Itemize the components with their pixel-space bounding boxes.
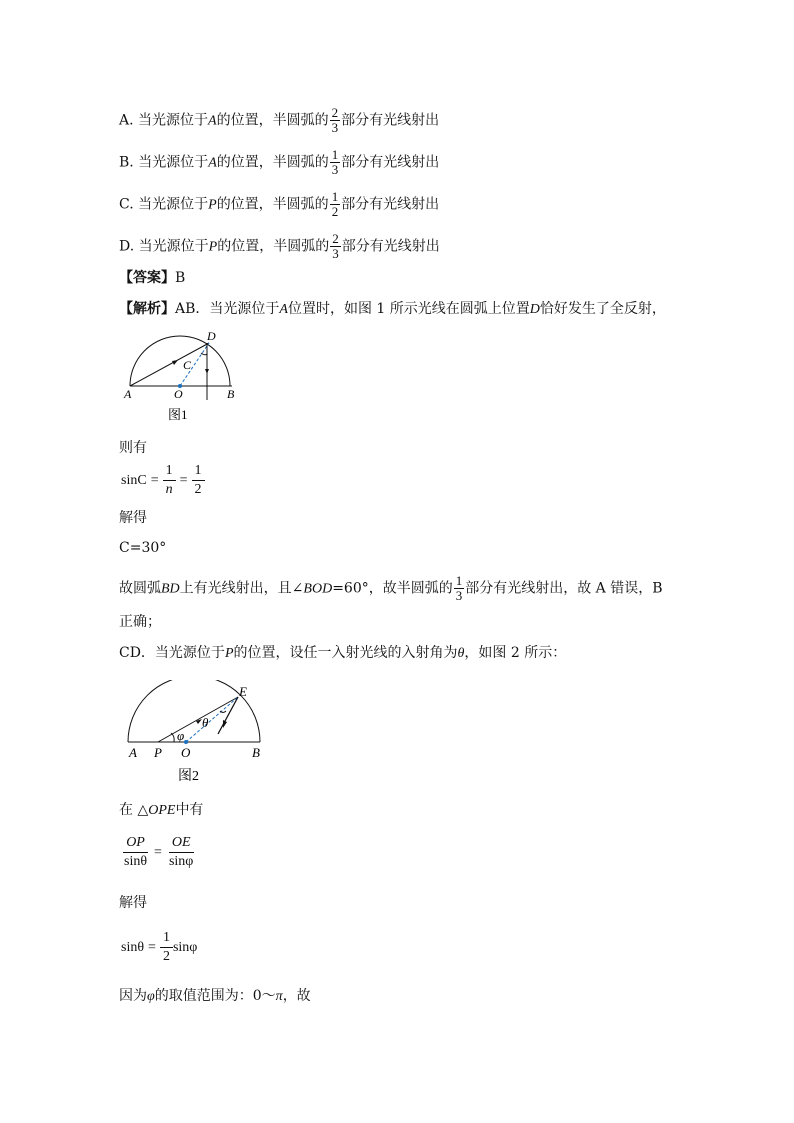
fig2-label-p: P — [154, 745, 162, 760]
fig2-label-theta: θ — [202, 715, 209, 730]
fig1-label-a: A — [124, 387, 132, 401]
analysis-line-2: 故圆弧BD上有光线射出，且∠BOD=60°，故半圆弧的 $\frac{1}{3}$ 部分有光线射出，故 A 错误，B — [119, 573, 663, 603]
fig1-caption: 图1 — [168, 407, 188, 422]
fig1-label-o: O — [174, 387, 183, 401]
analysis-line-1: 【解析】AB．当光源位于A位置时，如图 1 所示光线在圆弧上位置D恰好发生了全反射， — [119, 301, 666, 317]
figure-2-diagram — [120, 680, 270, 790]
fraction: $\frac{1}{3}$ — [331, 147, 339, 177]
analysis-line-6: 因为φ的取值范围为：0～π，故 — [119, 988, 311, 1004]
equation-3: sinθ = $\frac{1}{2}$ sinφ — [121, 930, 198, 964]
fig2-caption: 图2 — [178, 769, 199, 784]
fig2-label-phi: φ — [177, 728, 185, 743]
fig1-label-d: D — [207, 329, 216, 343]
fraction: $\frac{2}{3}$ — [331, 105, 339, 135]
fig1-label-c: C — [183, 358, 192, 372]
fraction: $\frac{1}{3}$ — [455, 573, 463, 603]
result-1: C=30° — [119, 540, 167, 556]
option-b: B. 当光源位于A的位置，半圆弧的 $\frac{1}{3}$ 部分有光线射出 — [119, 147, 440, 177]
fig2-label-o: O — [181, 745, 191, 760]
analysis-line-5: 在 △OPE中有 — [119, 802, 204, 818]
answer-line: 【答案】B — [119, 270, 186, 286]
option-d: D. 当光源位于P的位置，半圆弧的 $\frac{2}{3}$ 部分有光线射出 — [119, 231, 440, 261]
analysis-line-3: 正确； — [119, 614, 161, 630]
fig1-label-b: B — [227, 387, 235, 401]
then-have: 则有 — [119, 440, 147, 456]
option-a: A. 当光源位于A的位置，半圆弧的 $\frac{2}{3}$ 部分有光线射出 — [119, 105, 440, 135]
analysis-line-4: CD．当光源位于P的位置，设任一入射光线的入射角为θ，如图 2 所示： — [119, 645, 567, 661]
option-c: C. 当光源位于P的位置，半圆弧的 $\frac{1}{2}$ 部分有光线射出 — [119, 189, 440, 219]
solve-1: 解得 — [119, 510, 147, 526]
fig2-label-b: B — [252, 745, 260, 760]
equation-2: $\frac{OP}{\sin\theta}$ = $\frac{OE}{\sin\varphi}$ — [124, 835, 194, 869]
figure-1-diagram — [120, 328, 250, 428]
fraction: $\frac{1}{2}$ — [331, 189, 339, 219]
fig2-label-e: E — [239, 684, 247, 699]
fraction: $\frac{2}{3}$ — [332, 231, 339, 261]
fig2-label-a: A — [129, 745, 137, 760]
equation-1: sinC = $\frac{1}{n}$ = $\frac{1}{2}$ — [121, 462, 205, 499]
solve-2: 解得 — [119, 895, 147, 911]
